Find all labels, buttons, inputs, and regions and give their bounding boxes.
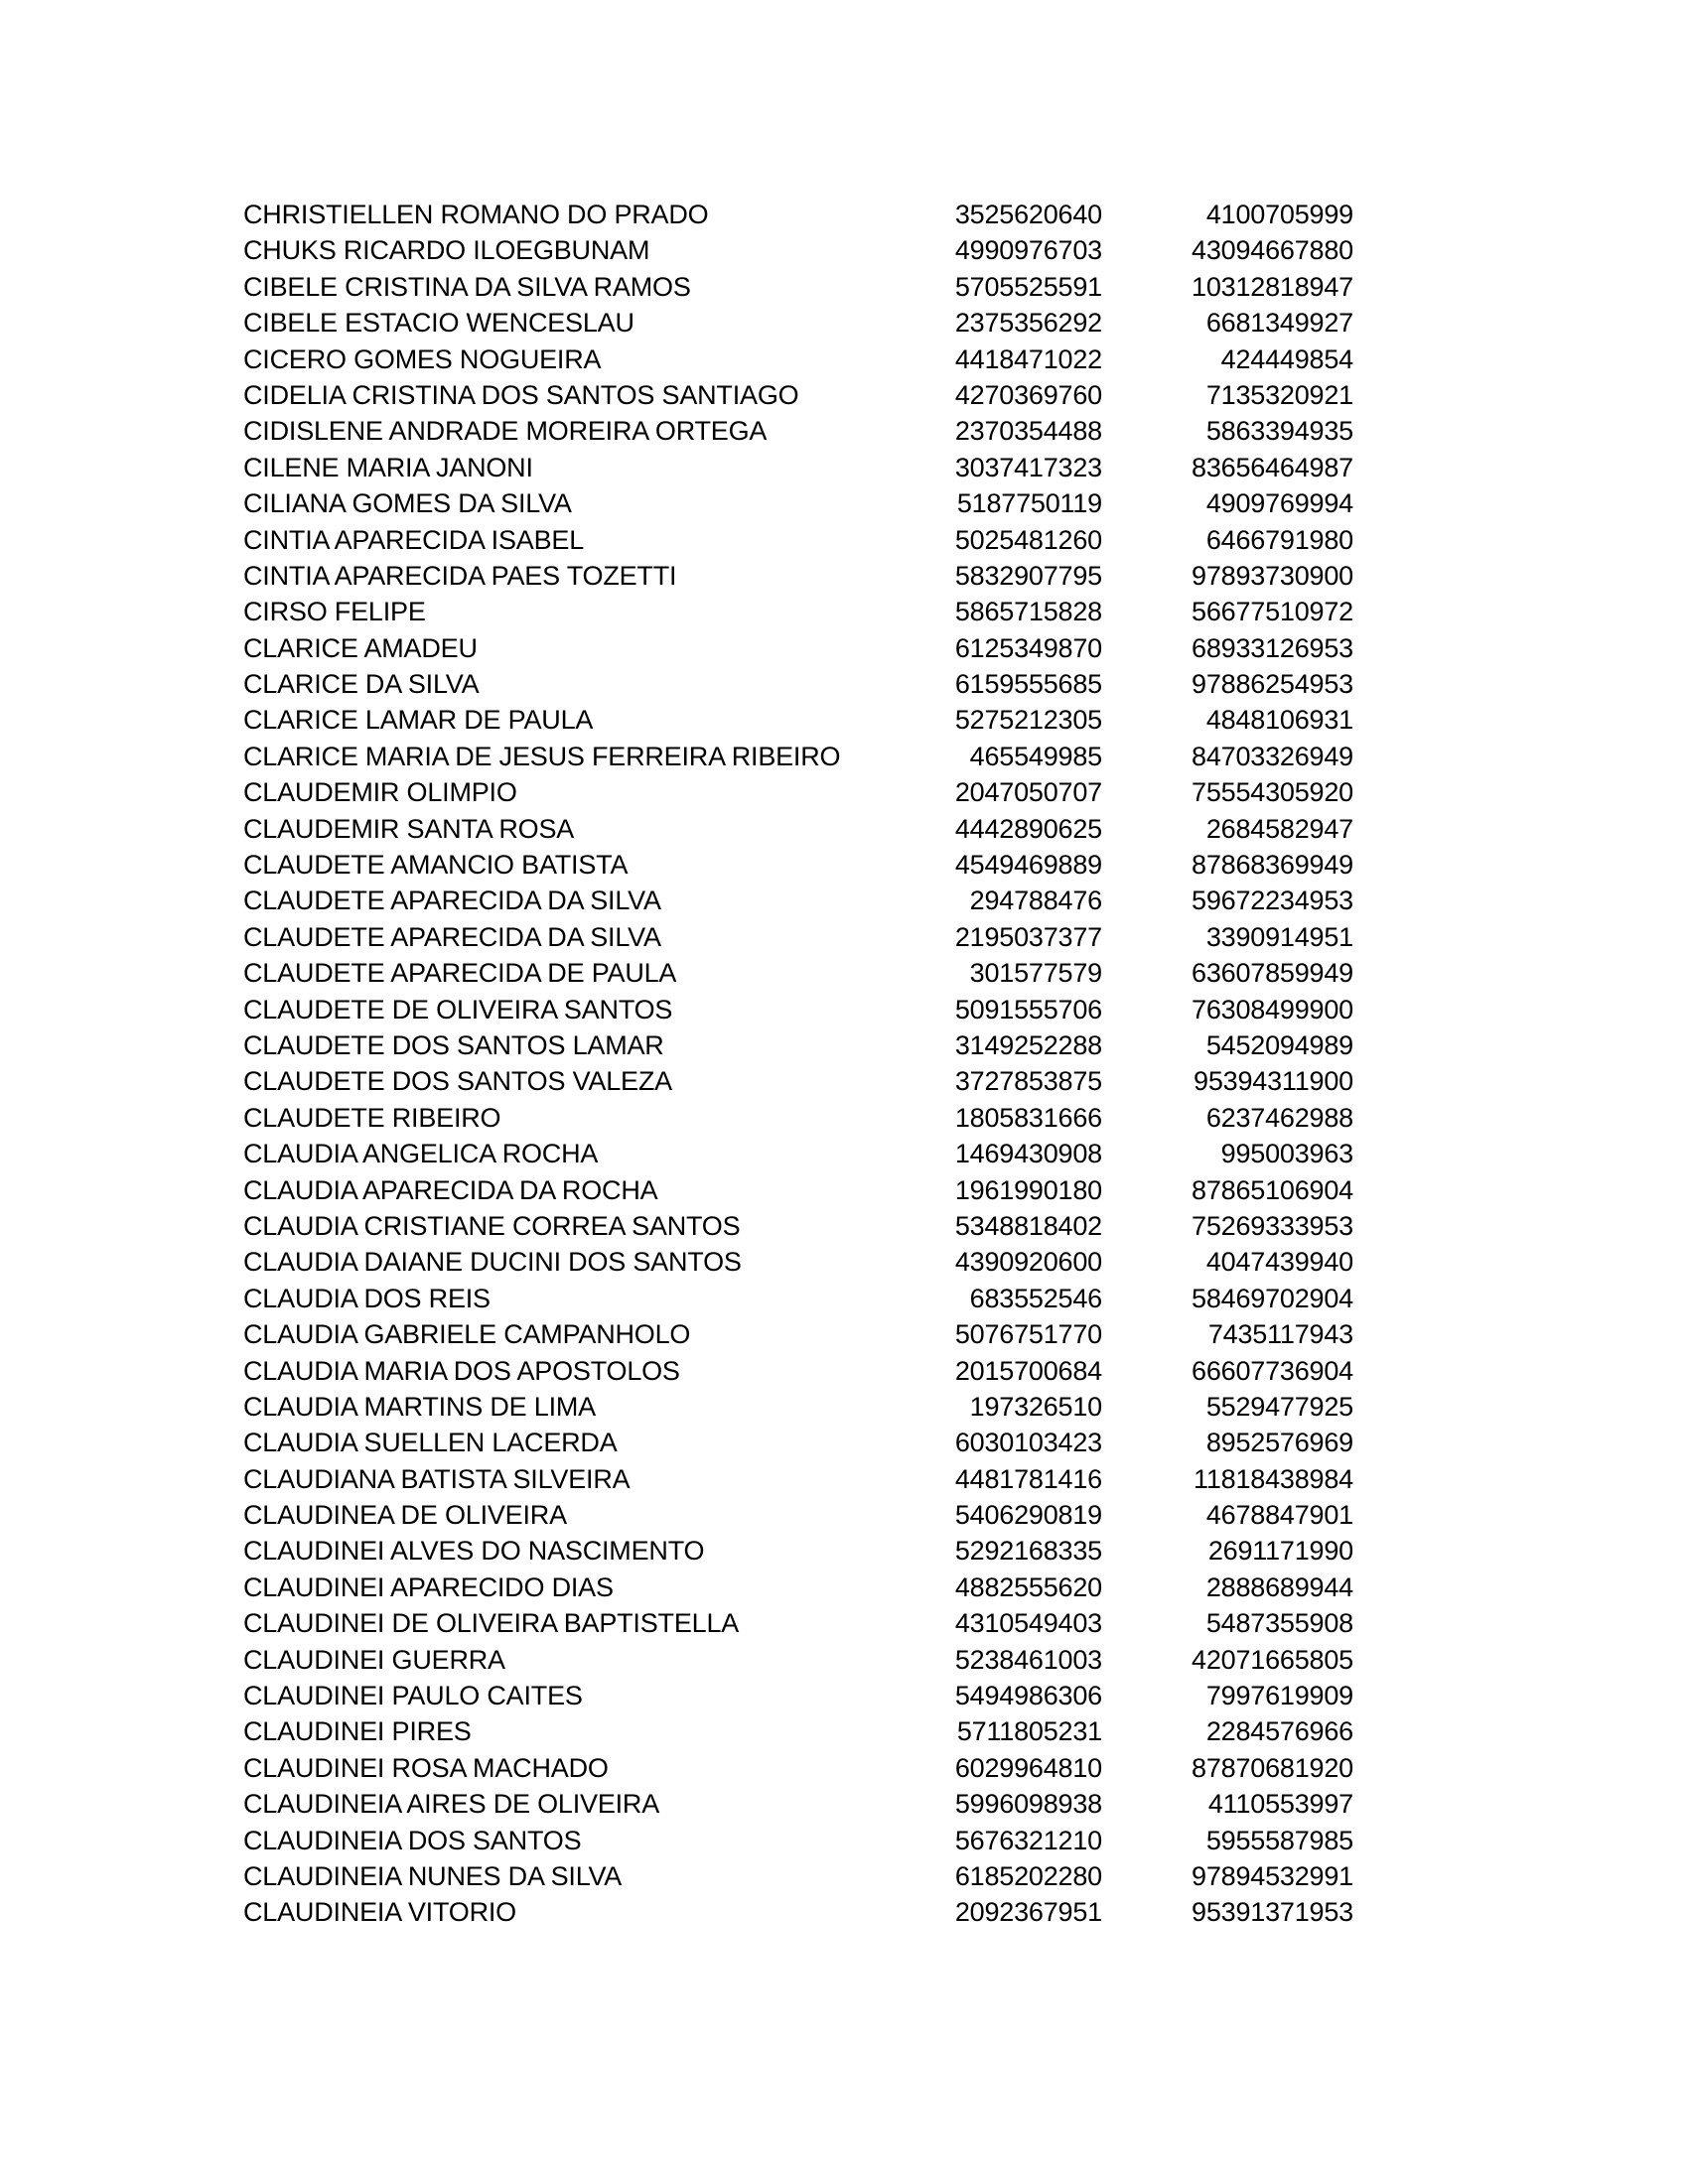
table-row (243, 739, 1353, 774)
table-row (243, 774, 1353, 810)
person-name-cell: CLAUDETE APARECIDA DA SILVA (243, 886, 661, 916)
number1-cell: 5238461003 (954, 1644, 1102, 1675)
number2-cell: 5487355908 (1205, 1608, 1353, 1639)
person-name-cell: CLAUDINEIA DOS SANTOS (243, 1825, 582, 1855)
person-name-cell: CICERO GOMES NOGUEIRA (243, 343, 602, 374)
number2-cell: 83656464987 (1192, 452, 1353, 482)
number2-cell: 4100705999 (1205, 200, 1353, 229)
person-name-cell: CLARICE DA SILVA (243, 669, 480, 700)
person-name-cell: CIRSO FELIPE (243, 597, 426, 627)
number1-cell: 2047050707 (954, 777, 1102, 808)
number2-cell: 43094667880 (1192, 235, 1353, 266)
person-name-cell: CIBELE ESTACIO WENCESLAU (243, 308, 634, 339)
person-name-cell: CLAUDINEA DE OLIVEIRA (243, 1500, 567, 1531)
number1-cell: 5711805231 (956, 1716, 1102, 1747)
person-name-cell: CLARICE AMADEU (243, 632, 478, 663)
number1-cell: 683552546 (969, 1283, 1102, 1313)
person-name-cell: CLARICE LAMAR DE PAULA (243, 705, 594, 736)
table-row (243, 1353, 1353, 1389)
person-name-cell: CLAUDETE DE OLIVEIRA SANTOS (243, 994, 673, 1024)
person-name-cell: CLAUDEMIR SANTA ROSA (243, 813, 575, 844)
table-row (243, 1389, 1353, 1425)
person-name-cell: CLAUDINEIA NUNES DA SILVA (243, 1860, 623, 1891)
table-row (243, 450, 1353, 485)
number1-cell: 294788476 (969, 886, 1102, 916)
table-row (243, 1858, 1353, 1894)
number2-cell: 4678847901 (1205, 1500, 1353, 1531)
person-name-cell: CLARICE MARIA DE JESUS FERREIRA RIBEIRO (243, 741, 841, 771)
number2-cell: 10312818947 (1192, 271, 1353, 302)
number2-cell: 8952576969 (1205, 1428, 1353, 1458)
person-name-cell: CLAUDINEI PIRES (243, 1716, 472, 1747)
number1-cell: 5025481260 (954, 524, 1102, 555)
records-list (243, 197, 1353, 1931)
number2-cell: 2888689944 (1205, 1571, 1353, 1602)
table-row (243, 919, 1353, 955)
person-name-cell: CLAUDIANA BATISTA SILVEIRA (243, 1463, 631, 1494)
table-row (243, 232, 1353, 268)
number1-cell: 6185202280 (954, 1860, 1102, 1891)
number1-cell: 5494986306 (954, 1681, 1102, 1711)
person-name-cell: CIBELE CRISTINA DA SILVA RAMOS (243, 271, 691, 302)
person-name-cell: CLAUDINEIA VITORIO (243, 1897, 516, 1928)
number1-cell: 5996098938 (954, 1789, 1102, 1820)
table-row (243, 992, 1353, 1027)
number1-cell: 2015700684 (954, 1355, 1102, 1386)
table-row (243, 558, 1353, 594)
person-name-cell: CLAUDINEI ALVES DO NASCIMENTO (243, 1536, 705, 1567)
table-row (243, 1786, 1353, 1822)
table-row (243, 630, 1353, 666)
number1-cell: 6029964810 (954, 1752, 1102, 1783)
table-row (243, 1570, 1353, 1605)
number2-cell: 2284576966 (1205, 1716, 1353, 1747)
number1-cell: 1805831666 (954, 1102, 1102, 1133)
person-name-cell: CLAUDETE APARECIDA DA SILVA (243, 921, 661, 952)
person-name-cell: CHRISTIELLEN ROMANO DO PRADO (243, 200, 709, 229)
person-name-cell: CLAUDIA CRISTIANE CORREA SANTOS (243, 1210, 741, 1241)
number1-cell: 2092367951 (954, 1897, 1102, 1928)
table-row (243, 847, 1353, 883)
number2-cell: 11818438984 (1194, 1463, 1353, 1494)
person-name-cell: CIDISLENE ANDRADE MOREIRA ORTEGA (243, 416, 768, 447)
number1-cell: 3525620640 (954, 200, 1102, 229)
table-row (243, 485, 1353, 521)
table-row (243, 702, 1353, 738)
table-row (243, 883, 1353, 918)
table-row (243, 341, 1353, 377)
number2-cell: 75554305920 (1192, 777, 1353, 808)
person-name-cell: CLAUDETE DOS SANTOS LAMAR (243, 1029, 664, 1060)
number2-cell: 6466791980 (1205, 524, 1353, 555)
table-row (243, 1244, 1353, 1280)
table-row (243, 1027, 1353, 1063)
number1-cell: 4442890625 (954, 813, 1102, 844)
person-name-cell: CLAUDINEI ROSA MACHADO (243, 1752, 609, 1783)
number2-cell: 84703326949 (1192, 741, 1353, 771)
person-name-cell: CLAUDIA DAIANE DUCINI DOS SANTOS (243, 1247, 742, 1278)
number2-cell: 5452094989 (1205, 1029, 1353, 1060)
number1-cell: 5187750119 (956, 488, 1102, 519)
table-row (243, 1642, 1353, 1678)
number1-cell: 197326510 (969, 1391, 1102, 1422)
table-row (243, 522, 1353, 558)
number1-cell: 5076751770 (954, 1319, 1102, 1350)
table-row (243, 377, 1353, 413)
number1-cell: 465549985 (969, 741, 1102, 771)
number2-cell: 87870681920 (1192, 1752, 1353, 1783)
number1-cell: 6030103423 (954, 1428, 1102, 1458)
number2-cell: 97894532991 (1192, 1860, 1353, 1891)
table-row (243, 1100, 1353, 1136)
number1-cell: 6125349870 (954, 632, 1102, 663)
number2-cell: 68933126953 (1192, 632, 1353, 663)
number1-cell: 1961990180 (954, 1174, 1102, 1205)
table-row (243, 1678, 1353, 1713)
number2-cell: 76308499900 (1192, 994, 1353, 1024)
number1-cell: 5091555706 (954, 994, 1102, 1024)
number1-cell: 4418471022 (954, 343, 1102, 374)
table-row (243, 811, 1353, 847)
person-name-cell: CLAUDIA DOS REIS (243, 1283, 491, 1313)
number2-cell: 5955587985 (1205, 1825, 1353, 1855)
table-row (243, 413, 1353, 449)
number2-cell: 4848106931 (1205, 705, 1353, 736)
table-row (243, 1208, 1353, 1244)
person-name-cell: CLAUDETE RIBEIRO (243, 1102, 501, 1133)
number2-cell: 63607859949 (1192, 958, 1353, 989)
number2-cell: 2684582947 (1205, 813, 1353, 844)
number2-cell: 5529477925 (1205, 1391, 1353, 1422)
number1-cell: 5832907795 (954, 560, 1102, 591)
person-name-cell: CLAUDIA ANGELICA ROCHA (243, 1139, 599, 1169)
number1-cell: 2370354488 (954, 416, 1102, 447)
person-name-cell: CLAUDETE DOS SANTOS VALEZA (243, 1066, 672, 1097)
person-name-cell: CILIANA GOMES DA SILVA (243, 488, 572, 519)
number2-cell: 95394311900 (1194, 1066, 1353, 1097)
number2-cell: 7435117943 (1207, 1319, 1353, 1350)
table-row (243, 269, 1353, 305)
number2-cell: 97893730900 (1192, 560, 1353, 591)
number2-cell: 75269333953 (1192, 1210, 1353, 1241)
person-name-cell: CLAUDIA MARIA DOS APOSTOLOS (243, 1355, 680, 1386)
table-row (243, 1823, 1353, 1858)
number1-cell: 5676321210 (954, 1825, 1102, 1855)
number2-cell: 4047439940 (1205, 1247, 1353, 1278)
number1-cell: 3149252288 (954, 1029, 1102, 1060)
table-row (243, 1063, 1353, 1099)
number2-cell: 2691171990 (1207, 1536, 1353, 1567)
person-name-cell: CLAUDINEI GUERRA (243, 1644, 505, 1675)
table-row (243, 1172, 1353, 1208)
number2-cell: 97886254953 (1192, 669, 1353, 700)
number2-cell: 995003963 (1220, 1139, 1353, 1169)
number1-cell: 2195037377 (954, 921, 1102, 952)
number2-cell: 58469702904 (1192, 1283, 1353, 1313)
table-row (243, 955, 1353, 991)
number1-cell: 1469430908 (954, 1139, 1102, 1169)
number1-cell: 4481781416 (954, 1463, 1102, 1494)
number1-cell: 4549469889 (954, 850, 1102, 881)
number2-cell: 6237462988 (1205, 1102, 1353, 1133)
number2-cell: 7997619909 (1205, 1681, 1353, 1711)
number1-cell: 2375356292 (954, 308, 1102, 339)
number1-cell: 4390920600 (954, 1247, 1102, 1278)
number2-cell: 3390914951 (1205, 921, 1353, 952)
table-row (243, 1136, 1353, 1171)
number2-cell: 4909769994 (1205, 488, 1353, 519)
person-name-cell: CLAUDETE APARECIDA DE PAULA (243, 958, 677, 989)
number1-cell: 5292168335 (954, 1536, 1102, 1567)
table-row (243, 1281, 1353, 1316)
table-row (243, 1894, 1353, 1930)
number1-cell: 6159555685 (954, 669, 1102, 700)
number1-cell: 3727853875 (954, 1066, 1102, 1097)
table-row (243, 305, 1353, 341)
number1-cell: 4882555620 (954, 1571, 1102, 1602)
person-name-cell: CLAUDETE AMANCIO BATISTA (243, 850, 629, 881)
table-row (243, 1750, 1353, 1786)
number2-cell: 5863394935 (1205, 416, 1353, 447)
person-name-cell: CILENE MARIA JANONI (243, 452, 533, 482)
person-name-cell: CHUKS RICARDO ILOEGBUNAM (243, 235, 650, 266)
number1-cell: 301577579 (969, 958, 1102, 989)
number1-cell: 5348818402 (954, 1210, 1102, 1241)
number2-cell: 95391371953 (1192, 1897, 1353, 1928)
person-name-cell: CLAUDIA SUELLEN LACERDA (243, 1428, 618, 1458)
number2-cell: 87865106904 (1192, 1174, 1353, 1205)
table-row (243, 1316, 1353, 1352)
person-name-cell: CLAUDEMIR OLIMPIO (243, 777, 517, 808)
table-row (243, 666, 1353, 702)
table-row (243, 594, 1353, 629)
number2-cell: 56677510972 (1192, 597, 1353, 627)
number2-cell: 7135320921 (1205, 379, 1353, 410)
number1-cell: 5406290819 (954, 1500, 1102, 1531)
number1-cell: 3037417323 (954, 452, 1102, 482)
table-row (243, 1605, 1353, 1641)
person-name-cell: CLAUDIA APARECIDA DA ROCHA (243, 1174, 658, 1205)
person-name-cell: CLAUDINEI PAULO CAITES (243, 1681, 583, 1711)
table-row (243, 1713, 1353, 1749)
number1-cell: 5705525591 (954, 271, 1102, 302)
number2-cell: 59672234953 (1192, 886, 1353, 916)
person-name-cell: CLAUDINEI DE OLIVEIRA BAPTISTELLA (243, 1608, 740, 1639)
number2-cell: 66607736904 (1192, 1355, 1353, 1386)
person-name-cell: CLAUDINEIA AIRES DE OLIVEIRA (243, 1789, 660, 1820)
number2-cell: 6681349927 (1205, 308, 1353, 339)
number1-cell: 4270369760 (954, 379, 1102, 410)
table-row (243, 1497, 1353, 1533)
person-name-cell: CLAUDINEI APARECIDO DIAS (243, 1571, 614, 1602)
number1-cell: 5275212305 (954, 705, 1102, 736)
number2-cell: 4110553997 (1207, 1789, 1353, 1820)
person-name-cell: CLAUDIA GABRIELE CAMPANHOLO (243, 1319, 691, 1350)
person-name-cell: CINTIA APARECIDA PAES TOZETTI (243, 560, 677, 591)
table-row (243, 1425, 1353, 1460)
table-row (243, 197, 1353, 232)
person-name-cell: CINTIA APARECIDA ISABEL (243, 524, 585, 555)
number1-cell: 4310549403 (954, 1608, 1102, 1639)
number1-cell: 4990976703 (954, 235, 1102, 266)
number2-cell: 424449854 (1220, 343, 1353, 374)
number2-cell: 42071665805 (1192, 1644, 1353, 1675)
number1-cell: 5865715828 (954, 597, 1102, 627)
person-name-cell: CIDELIA CRISTINA DOS SANTOS SANTIAGO (243, 379, 799, 410)
table-row (243, 1461, 1353, 1497)
table-row (243, 1533, 1353, 1569)
number2-cell: 87868369949 (1192, 850, 1353, 881)
person-name-cell: CLAUDIA MARTINS DE LIMA (243, 1391, 596, 1422)
